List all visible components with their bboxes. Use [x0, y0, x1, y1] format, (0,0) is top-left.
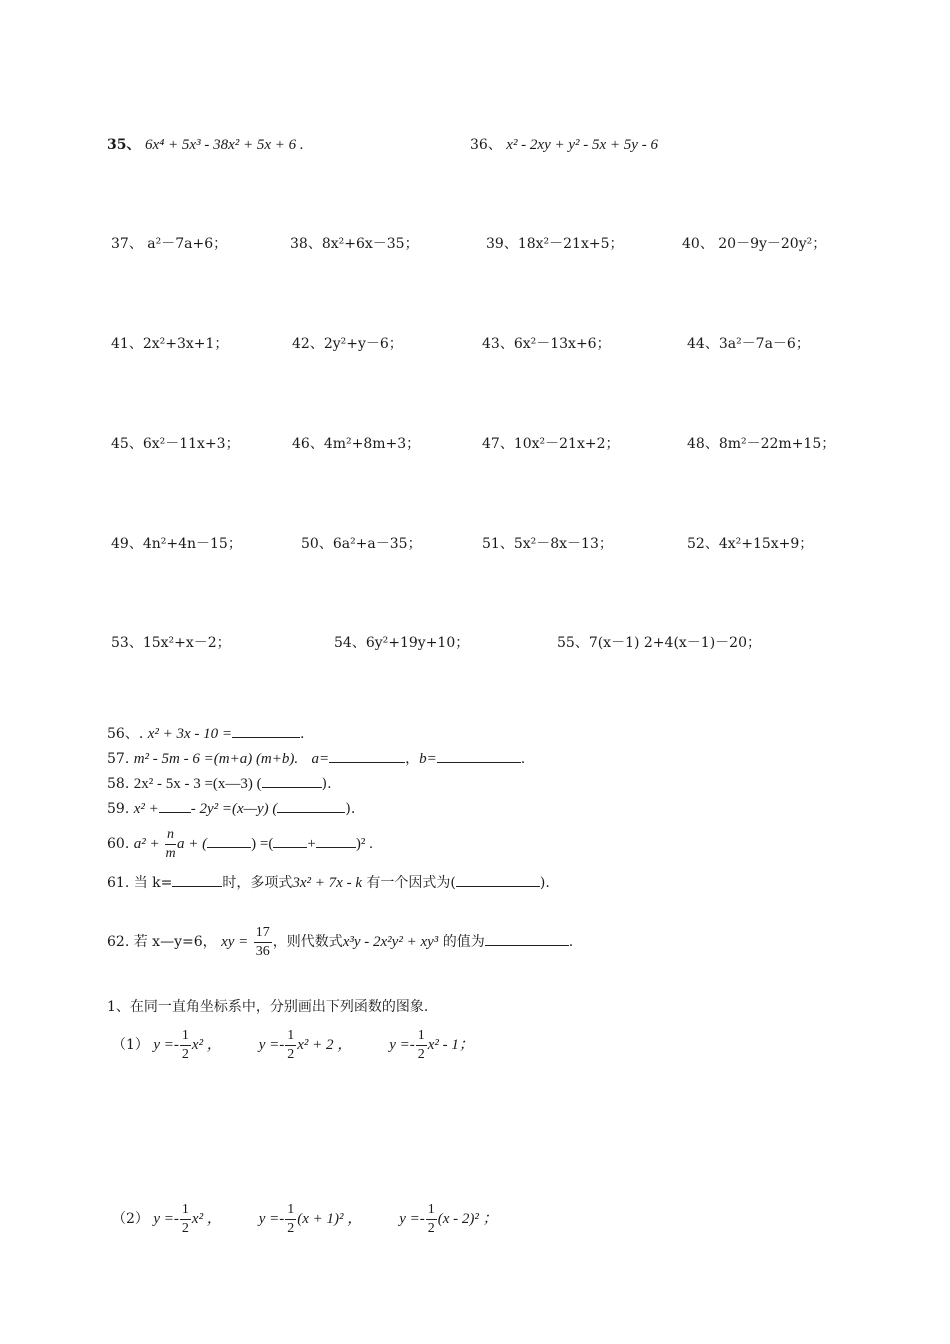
function-3-suffix: x² - 1；	[427, 1037, 474, 1053]
numerator: 1	[416, 1029, 427, 1046]
problem-number: 36、	[470, 137, 502, 153]
problem-52: 52、4x²+15x+9；	[687, 536, 814, 552]
fraction-one-half	[180, 1203, 191, 1236]
function-1-suffix: x² ，	[191, 1211, 222, 1227]
answer-blank[interactable]	[232, 723, 300, 738]
graph-part-1	[112, 1022, 474, 1068]
problem-39: 39、18x²－21x+5；	[486, 236, 624, 252]
function-1-suffix: x² ，	[191, 1037, 222, 1053]
problem-41: 41、2x²+3x+1；	[111, 336, 229, 352]
function-1-prefix: y =-	[153, 1037, 179, 1053]
function-2-prefix: y =-	[258, 1211, 285, 1227]
expression-part2: - 2y² =(x—y) (	[190, 801, 278, 817]
answer-blank[interactable]	[485, 931, 569, 946]
text-2: ，则代数式	[272, 934, 343, 950]
comma: ，	[405, 751, 420, 767]
graph-part-2	[112, 1196, 498, 1242]
problem-50: 50、6a²+a－35；	[301, 536, 422, 552]
b-label: b=	[419, 751, 437, 767]
problem-number: 58.	[107, 776, 130, 792]
problem-46: 46、4m²+8m+3；	[292, 436, 421, 452]
answer-blank-factor[interactable]	[456, 872, 540, 887]
problem-49: 49、4n²+4n－15；	[111, 536, 242, 552]
problem-number: 56、.	[107, 726, 144, 742]
fraction-one-half	[180, 1029, 191, 1062]
denominator: 2	[181, 1220, 189, 1236]
answer-blank-2[interactable]	[273, 833, 307, 848]
problem-55: 55、7(x－1) 2+4(x－1)－20；	[557, 635, 761, 651]
fraction-one-half	[285, 1203, 296, 1236]
problem-62	[107, 920, 573, 964]
expression: 2x² - 5x - 3 =(x—3) (	[133, 776, 262, 792]
denominator: 2	[287, 1046, 295, 1062]
answer-blank-1[interactable]	[207, 833, 251, 848]
problem-37: 37、 a²－7a+6；	[111, 236, 228, 252]
expression-pre: a² +	[133, 836, 160, 852]
denominator: 2	[287, 1220, 295, 1236]
denominator: 2	[181, 1046, 189, 1062]
problem-54: 54、6y²+19y+10；	[334, 635, 470, 651]
denominator: 2	[427, 1220, 435, 1236]
function-3-prefix: y =-	[389, 1037, 415, 1053]
expression-post: a + (	[177, 836, 208, 852]
numerator: 1	[180, 1203, 191, 1220]
problem-number: 60.	[107, 836, 130, 852]
problem-53: 53、15x²+x－2；	[111, 635, 231, 651]
end: ).	[321, 776, 332, 792]
expression-part1: x² +	[133, 801, 159, 817]
fraction-17-36	[254, 926, 272, 959]
problem-number: 62.	[107, 934, 130, 950]
function-3-suffix: (x - 2)² ；	[437, 1211, 498, 1227]
problem-36	[470, 135, 658, 155]
end: ).	[539, 875, 550, 891]
a-label: a=	[311, 751, 330, 767]
text-3: 有一个因式为(	[366, 875, 456, 891]
numerator: 1	[180, 1029, 191, 1046]
problem-number: 59.	[107, 801, 130, 817]
function-2-suffix: x² + 2 ，	[297, 1037, 353, 1053]
problem-45: 45、6x²－11x+3；	[111, 436, 240, 452]
numerator: 1	[285, 1203, 296, 1220]
text-3: 的值为	[442, 934, 485, 950]
expression: x³y - 2x²y² + xy³	[342, 934, 439, 950]
expression: x² + 3x - 10 =	[147, 726, 233, 742]
text-1: 若 x—y=6，	[133, 934, 217, 950]
equals-open: ) =(	[251, 836, 274, 852]
expression: 6x⁴ + 5x³ - 38x² + 5x + 6 .	[144, 137, 304, 153]
plus-sign: +	[307, 836, 316, 852]
answer-blank-1[interactable]	[159, 798, 191, 813]
numerator: 1	[426, 1203, 437, 1220]
problem-number: 61.	[107, 875, 130, 891]
problem-61	[107, 872, 550, 893]
part-label: （2）	[112, 1211, 149, 1227]
function-2-suffix: (x + 1)² ，	[297, 1211, 363, 1227]
period: .	[520, 751, 526, 767]
fraction-n-over-m	[165, 828, 176, 861]
problem-57	[107, 748, 525, 769]
denominator: m	[165, 845, 176, 861]
denominator: 2	[417, 1046, 425, 1062]
end: .	[568, 934, 574, 950]
answer-blank-2[interactable]	[277, 798, 345, 813]
answer-blank-k[interactable]	[172, 872, 222, 887]
fraction-one-half	[426, 1203, 437, 1236]
text-2: 时，多项式	[222, 875, 293, 891]
numerator: n	[165, 828, 176, 845]
period: .	[300, 726, 305, 742]
answer-blank-a[interactable]	[329, 748, 405, 763]
problem-44: 44、3a²－7a－6；	[687, 336, 810, 352]
problem-60	[107, 822, 373, 866]
function-2-prefix: y =-	[258, 1037, 285, 1053]
problem-43: 43、6x²－13x+6；	[482, 336, 611, 352]
answer-blank-b[interactable]	[437, 748, 521, 763]
graph-heading: 1、在同一直角坐标系中，分别画出下列函数的图象.	[107, 999, 429, 1015]
problem-51: 51、5x²－8x－13；	[482, 536, 613, 552]
answer-blank[interactable]	[262, 773, 322, 788]
expression: x² - 2xy + y² - 5x + 5y - 6	[506, 137, 658, 153]
problem-number: 35、	[107, 137, 141, 153]
problem-number: 57.	[107, 751, 130, 767]
problem-48: 48、8m²－22m+15；	[687, 436, 836, 452]
denominator: 36	[255, 943, 270, 959]
problem-47: 47、10x²－21x+2；	[482, 436, 620, 452]
text-1: 当 k=	[133, 875, 173, 891]
expression: m² - 5m - 6 =(m+a) (m+b).	[133, 751, 299, 767]
fraction-one-half	[416, 1029, 427, 1062]
fraction-one-half	[285, 1029, 296, 1062]
part-label: （1）	[112, 1037, 149, 1053]
numerator: 17	[254, 926, 272, 943]
function-3-prefix: y =-	[399, 1211, 425, 1227]
end: )² .	[355, 836, 373, 852]
problem-35	[107, 135, 304, 155]
problem-40: 40、 20－9y－20y²；	[682, 236, 827, 252]
problem-58	[107, 773, 332, 794]
end: ).	[345, 801, 356, 817]
problem-56	[107, 723, 304, 744]
answer-blank-3[interactable]	[316, 833, 356, 848]
problem-42: 42、2y²+y－6；	[292, 336, 403, 352]
function-1-prefix: y =-	[153, 1211, 179, 1227]
problem-38: 38、8x²+6x－35；	[290, 236, 419, 252]
expression: 3x² + 7x - k	[292, 875, 362, 891]
numerator: 1	[285, 1029, 296, 1046]
problem-59	[107, 798, 355, 819]
xy-label: xy =	[221, 934, 249, 950]
